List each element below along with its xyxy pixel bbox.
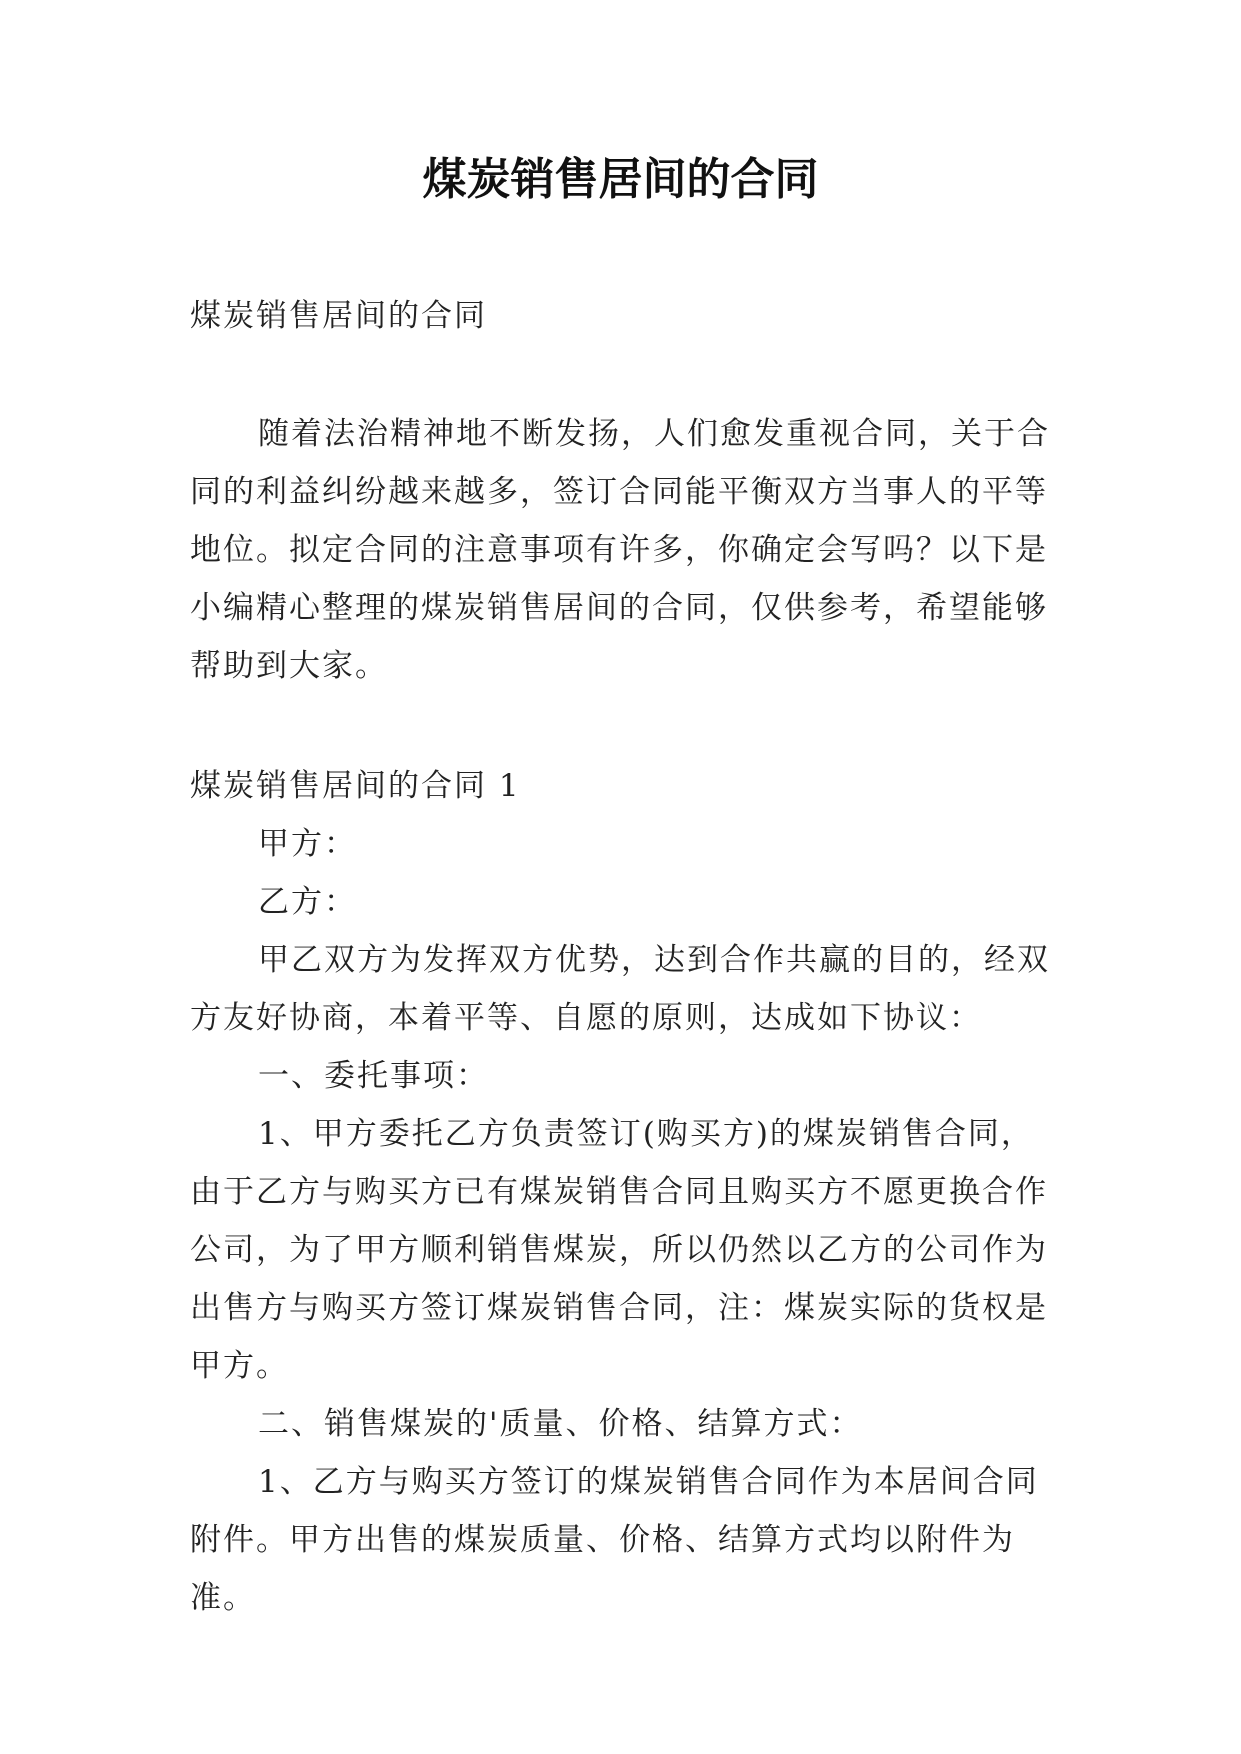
section-2-item-1: 1、乙方与购买方签订的煤炭销售合同作为本居间合同附件。甲方出售的煤炭质量、价格、结算方式均以附件为准。 [190, 1464, 1039, 1616]
section-1-title: 一、委托事项： [258, 1058, 489, 1094]
section-1-item-1: 1、甲方委托乙方负责签订(购买方)的煤炭销售合同，由于乙方与购买方已有煤炭销售合同且购买方不愿更换合作公司，为了甲方顺利销售煤炭，所以仍然以乙方的公司作为出售方与购买方签订煤炭销售合同，注：煤炭实际的货权是甲方。 [190, 1116, 1048, 1384]
intro-paragraph [190, 405, 1052, 695]
intro-text: 随着法治精神地不断发扬，人们愈发重视合同，关于合同的利益纠纷越来越多，签订合同能平衡双方当事人的平等地位。拟定合同的注意事项有许多，你确定会写吗？以下是小编精心整理的煤炭销售居间的合同，仅供参考，希望能够帮助到大家。 [190, 416, 1050, 684]
section-2-title: 二、销售煤炭的'质量、价格、结算方式： [258, 1406, 863, 1442]
contract-preamble: 甲乙双方为发挥双方优势，达到合作共赢的目的，经双方友好协商，本着平等、自愿的原则，达成如下协议： [190, 942, 1050, 1036]
document-title: 煤炭销售居间的合同 [422, 154, 819, 205]
contract-section [190, 757, 1052, 1627]
contract-heading: 煤炭销售居间的合同 1 [190, 768, 521, 804]
party-a-label: 甲方： [258, 826, 357, 862]
document-subtitle: 煤炭销售居间的合同 [190, 298, 487, 334]
party-b-label: 乙方： [258, 884, 357, 920]
